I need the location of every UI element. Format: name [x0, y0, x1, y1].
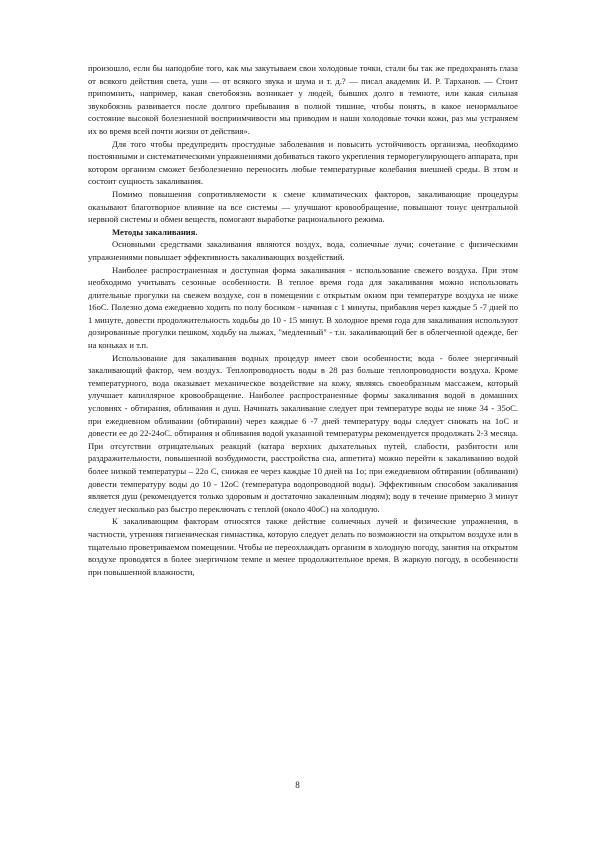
page-number: 8: [295, 780, 300, 790]
document-page: [88, 62, 518, 578]
section-heading: Методы закаливания.: [112, 226, 198, 237]
paragraph-air-hardening: Наиболее распространенная и доступная форма закаливания - использование свежего воздуха. При этом необходимо учитывать сезонные особенности. В теплое время года для закаливания можно использовать длительные прогулки на свежем воздухе, сон в помещении с открытым окном при температуре воздуха не ниже 16оС. Полезно дома ежедневно ходить по полу босиком - начиная с 1 минуты, прибавляя через каждые 5 -7 дней по 1 минуте, довести продолжительность ходьбы до 10 - 15 минут. В холодное время года для закаливания используют дозированные прогулки пешком, ходьбу на лыжах, "медленный" - т.н. закаливающий бег в облегченной одежде, бег на коньках и т.п.: [88, 264, 518, 351]
paragraph-water-hardening: Использование для закаливания водных процедур имеет свои особенности; вода - более энергичный закаливающий фактор, чем воздух. Теплопроводность воды в 28 раз больше теплопроводности воздуха. Кроме температурного, вода оказывает механическое воздействие на кожу, являясь своеобразным массажем, который улучшает капиллярное кровообращение. Наиболее распространенные формы закаливания водой в домашних условиях - обтирания, обливания и душ. Начинать закаливание следует при температуре воды не ниже 34 - 35оС. при ежедневном обливании (обтирании) через каждые 6 -7 дней температуру воды следует снижать на 1оС и довести ее до 22-24оС. обтирания и обливания водой указанной температуры рекомендуется продолжать 2-3 месяца. При отсутствии отрицательных реакций (катара верхних дыхательных путей, слабости, разбитости или раздражительности, повышенной возбудимости, расстройства сна, аппетита) можно перейти к закаливанию водой более низкой температуры – 22о С, снижая ее через каждые 10 дней на 1о; при ежедневном обтирании (обливании) довести температуру воды до 10 - 12оС (температура водопроводной воды). Эффективным способом закаливания является душ (рекомендуется только здоровым и достаточно закаленным людям); воду в течение примерно 3 минут следует несколько раз быстро переключать с теплой (около 40оС) на холодную.: [88, 352, 518, 514]
paragraph-other-factors: К закаливающим факторам относятся также действие солнечных лучей и физические упражнения, в частности, утренняя гигиеническая гимнастика, которую следует делать по возможности на открытом воздухе или в тщательно проветриваемом помещении. Чтобы не переохлаждать организм в холодную погоду, занятия на открытом воздухе проводятся в более энергичном темпе и менее продолжительное время. В жаркую погоду, в особенности при повышенной влажности,: [88, 516, 518, 577]
paragraph-main-means: Основными средствами закаливания являются воздух, вода, солнечные лучи; сочетание с физическими упражнениями повышает эффективность закаливающих воздействий.: [88, 239, 518, 262]
paragraph-hardening-benefits: Помимо повышения сопротивляемости к смене климатических факторов, закаливающие процедуры оказывают благотворное влияние на все системы — улучшают кровообращение, повышают тонус центральной нервной системы и обмен веществ, помогают выработке рационального режима.: [88, 188, 518, 225]
paragraph-quote-continuation: произошло, если бы наподобие того, как мы закутываем свои холодовые точки, стали бы так же предохранять глаза от всякого действия света, уши — от всякого звука и шума и т. д.? — писал академик И. Р. Тарханов. — Стоит припомнить, например, какая светобоязнь возникает у людей, бывших долго в темноте, или какая сильная звукобоязнь развивается после долгого пребывания в полной тишине, чтобы понять, в какое ненормальное состояние высокой болезненной восприимчивости мы приводим и наши холодовые точки кожи, раз мы устраняем их во время всей почти жизни от действия».: [88, 63, 518, 136]
paragraph-cold-prevention: Для того чтобы предупредить простудные заболевания и повысить устойчивость организма, необходимо постоянными и систематическими упражнениями добиваться такого укрепления терморегулирующего аппарата, при котором организм сможет безболезненно переносить любые температурные колебания внешней среды. В этом и состоит сущность закаливания.: [88, 138, 518, 187]
